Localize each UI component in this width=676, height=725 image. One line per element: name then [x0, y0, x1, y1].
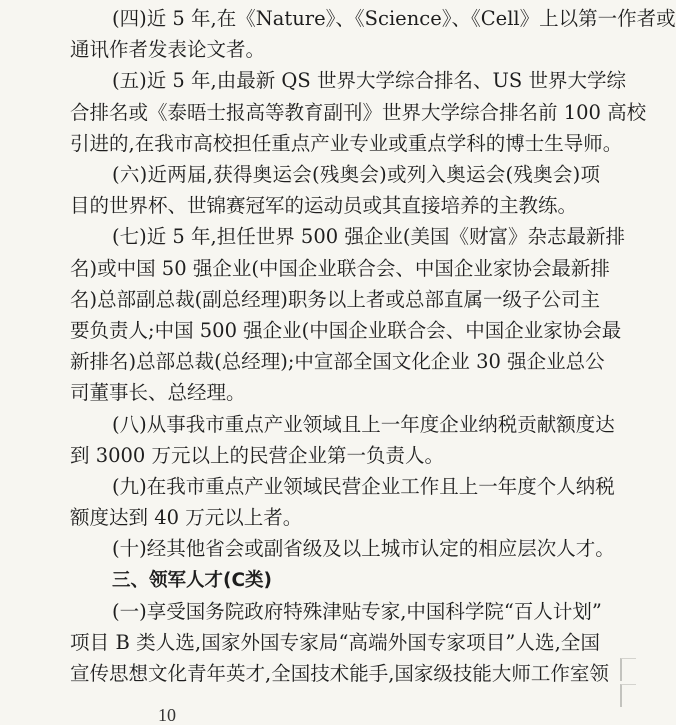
text-line: (七)近 5 年,担任世界 500 强企业(美国《财富》杂志最新排 — [112, 225, 625, 249]
text-line: (四)近 5 年,在《Nature》、《Science》、《Cell》上以第一作者或 — [112, 7, 676, 30]
text-line: 司董事长、总经理。 — [70, 381, 246, 405]
section-heading: 三、领军人才(C类) — [112, 569, 272, 591]
text-line: 额度达到 40 万元以上者。 — [70, 506, 303, 530]
page-number: 10 — [158, 705, 176, 725]
text-line: 目的世界杯、世锦赛冠军的运动员或其直接培养的主教练。 — [70, 194, 578, 218]
text-line: (九)在我市重点产业领域民营企业工作且上一年度个人纳税 — [112, 475, 615, 498]
text-line: (五)近 5 年,由最新 QS 世界大学综合排名、US 世界大学综 — [112, 69, 626, 93]
text-line: (一)享受国务院政府特殊津贴专家,中国科学院“百人计划” — [112, 599, 602, 623]
text-line: 要负责人;中国 500 强企业(中国企业联合会、中国企业家协会最 — [70, 319, 622, 342]
edge-mark — [620, 658, 636, 681]
text-line: (八)从事我市重点产业领域且上一年度企业纳税贡献额度达 — [112, 412, 615, 436]
text-line: 引进的,在我市高校担任重点产业专业或重点学科的博士生导师。 — [70, 131, 623, 155]
text-line: (六)近两届,获得奥运会(残奥会)或列入奥运会(残奥会)项 — [112, 163, 600, 186]
text-line: (十)经其他省会或副省级及以上城市认定的相应层次人才。 — [112, 537, 615, 561]
text-line: 通讯作者发表论文者。 — [70, 38, 266, 62]
text-line: 到 3000 万元以上的民营企业第一负责人。 — [70, 443, 445, 467]
edge-mark — [620, 684, 636, 707]
text-line: 宣传思想文化青年英才,全国技术能手,国家级技能大师工作室领 — [70, 662, 609, 686]
text-line: 名)或中国 50 强企业(中国企业联合会、中国企业家协会最新排 — [70, 256, 610, 280]
text-line: 项目 B 类人选,国家外国专家局“高端外国专家项目”人选,全国 — [70, 631, 600, 654]
text-line: 合排名或《泰晤士报高等教育副刊》世界大学综合排名前 100 高校 — [70, 100, 647, 124]
text-line: 名)总部副总裁(副总经理)职务以上者或总部直属一级子公司主 — [70, 287, 600, 311]
text-line: 新排名)总部总裁(总经理);中宣部全国文化企业 30 强企业总公 — [70, 350, 605, 374]
